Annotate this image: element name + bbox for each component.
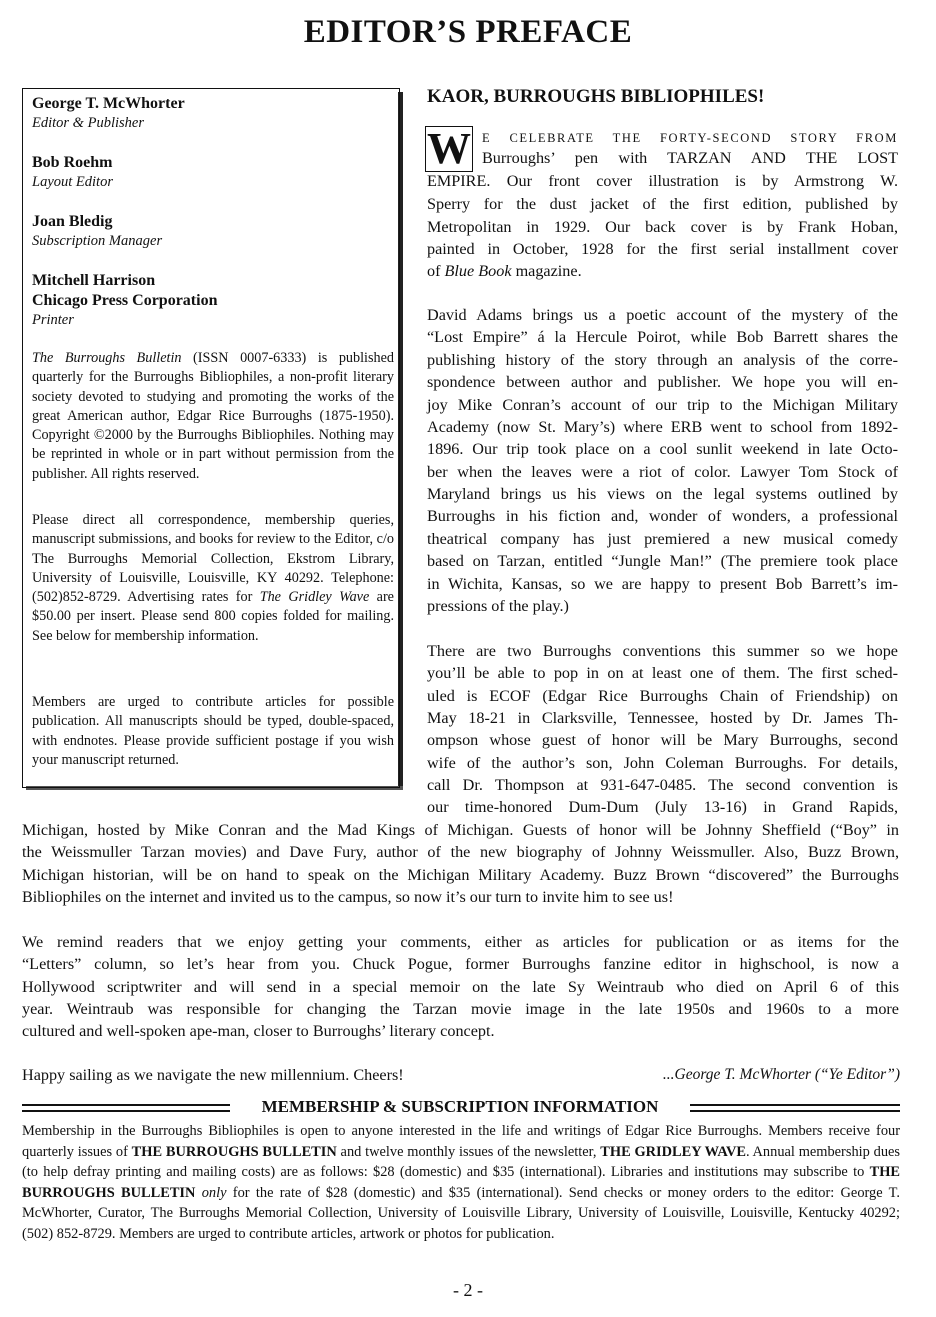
- article-line: There are two Burroughs conventions this summer so we hope: [427, 642, 898, 660]
- staff-name: George T. McWhorter: [32, 95, 185, 112]
- article-line: 1896. Our trip took place on a cool sunlit weekend in late Octo-: [427, 440, 898, 458]
- article-line: joy Mike Conran’s account of our trip to the Michigan Military: [427, 396, 898, 414]
- article-line: based on Tarzan, entitled “Jungle Man!” (The premiere took place: [427, 552, 898, 570]
- article-line: Burroughs in his fiction and, wonder of wonders, a professional: [427, 507, 898, 525]
- staff-role: Subscription Manager: [32, 233, 163, 249]
- article-line: Maryland brings us his views on the legal systems outlined by: [427, 485, 898, 503]
- article-line: Hollywood scriptwriter and will send in a special memoir on the late Sy Weintraub who died on April 6 of this: [22, 978, 899, 996]
- article-line: you’ll be able to pop in on at least one of them. The first sched-: [427, 664, 898, 682]
- article-line: the Weissmuller Tarzan movies) and Dave Fury, author of the new biography of Johnny Weissmuller. Also, Buzz Brown,: [22, 843, 899, 861]
- article-line: Metropolitan in 1929. Our back cover is by Frank Hoban,: [427, 218, 898, 236]
- article-line: “Letters” column, so let’s hear from you. Chuck Pogue, former Burroughs fanzine editor in highschool, is now a: [22, 955, 899, 973]
- staff-name: Bob Roehm: [32, 154, 113, 171]
- article-line: painted in October, 1928 for the first serial installment cover: [427, 240, 898, 258]
- article-line: E CELEBRATE THE FORTY-SECOND STORY FROM: [482, 131, 898, 145]
- double-rule-right: [690, 1104, 900, 1112]
- article-line: ber when the leaves were a riot of color. Lawyer Tom Stock of: [427, 463, 898, 481]
- article-line: uled is ECOF (Edgar Rice Burroughs Chain of Friendship) on: [427, 687, 898, 705]
- publication-notice: The Burroughs Bulletin (ISSN 0007-6333) is published quarterly for the Burroughs Bibliophiles, a non-profit literary society devoted to studying and promoting the works of the great American author, Edgar Rice Burroughs (1875-1950). Copyright ©2000 by the Burroughs Bibliophiles. Nothing may be reprinted in whole or in part without permission from the publisher. All rights reserved.: [32, 350, 395, 482]
- staff-role: Layout Editor: [32, 174, 113, 190]
- article-line: of Blue Book magazine.: [427, 262, 582, 280]
- correspondence-notice: Please direct all correspondence, membership queries, manuscript submissions, and books for review to the Editor, c/o The Burroughs Memorial Collection, Ekstrom Library, University of Louisville, Louisville, KY 40292. Telephone: (502)852-8729. Advertising rates for The Gridley Wave are $50.00 per insert. Please send 800 copies folded for mailing. See below for membership information.: [32, 512, 394, 644]
- article-line: We remind readers that we enjoy getting your comments, either as articles for publication or as items for the: [22, 933, 899, 951]
- editor-signature: ...George T. McWhorter (“Ye Editor”): [662, 1066, 900, 1083]
- closing-line: Happy sailing as we navigate the new millennium. Cheers!: [22, 1066, 404, 1084]
- publication-title: The Burroughs Bulletin: [32, 350, 182, 366]
- page-number: - 2 -: [453, 1280, 483, 1300]
- staff-company: Chicago Press Corporation: [32, 292, 218, 309]
- article-line: David Adams brings us a poetic account of the mystery of the: [427, 306, 898, 324]
- staff-role: Printer: [32, 312, 74, 328]
- article-line: Michigan historian, will be on hand to speak on the Michigan Military Academy. Buzz Brown “discovered” the Burroughs: [22, 866, 899, 884]
- article-line: year. Weintraub was responsible for changing the Tarzan movie image in the late 1950s and 1960s to a more: [22, 1000, 899, 1018]
- membership-heading: MEMBERSHIP & SUBSCRIPTION INFORMATION: [261, 1097, 659, 1116]
- article-line: Bibliophiles on the internet and invited us to the campus, so now it’s our turn to invite him to see us!: [22, 888, 674, 906]
- double-rule-left: [22, 1104, 230, 1112]
- staff-entry-layout: [32, 153, 394, 192]
- page-title: EDITOR’S PREFACE: [303, 14, 633, 50]
- manuscript-notice: Members are urged to contribute articles for possible publication. All manuscripts should be typed, double-spaced, with endnotes. Please provide sufficient postage if you wish your manuscript returned.: [32, 694, 394, 768]
- newsletter-title: The Gridley Wave: [259, 589, 370, 606]
- article-line: theatrical company has just premiered a new musical comedy: [427, 530, 898, 548]
- drop-cap: W: [427, 124, 471, 173]
- article-line: May 18-21 in Clarksville, Tennessee, hosted by Dr. James Th-: [427, 709, 898, 727]
- staff-entry-subscription: [32, 212, 394, 251]
- article-line: ompson whose guest of honor will be Mary Burroughs, second: [427, 731, 898, 749]
- article-line: in Wichita, Kansas, so we are happy to present Bob Barrett’s im-: [427, 575, 898, 593]
- article-line: spondence between author and publisher. We hope you will en-: [427, 373, 898, 391]
- article-line: pressions of the play.): [427, 597, 569, 615]
- staff-entry-printer: [32, 271, 394, 330]
- article-line: Academy (now St. Mary’s) where ERB went to school from 1892-: [427, 418, 898, 436]
- staff-name: Mitchell Harrison: [32, 272, 156, 289]
- article-line: EMPIRE. Our front cover illustration is by Armstrong W.: [427, 172, 898, 190]
- article-line: wife of the author’s son, John Coleman Burroughs. For details,: [427, 754, 898, 772]
- staff-entry-editor: [32, 94, 394, 133]
- article-line: cultured and well-spoken ape-man, closer to Burroughs’ literary concept.: [22, 1022, 495, 1040]
- staff-role: Editor & Publisher: [32, 115, 144, 131]
- magazine-title: Blue Book: [444, 262, 512, 280]
- article-line: Sperry for the dust jacket of the first edition, published by: [427, 195, 898, 213]
- article-line: Michigan, hosted by Mike Conran and the Mad Kings of Michigan. Guests of honor will be Johnny Sheffield (“Boy” in: [22, 821, 899, 839]
- membership-text: Membership in the Burroughs Bibliophiles is open to anyone interested in the life and writings of Edgar Rice Burroughs. Members receive four quarterly issues of THE BURROUGHS BULLETIN and twelve monthly issues of the newsletter, THE GRIDLEY WAVE. Annual membership dues (to help defray printing and mailing costs) are as follows: $28 (domestic) and $35 (international). Libraries and institutions may subscribe to THE BURROUGHS BULLETIN only for the rate of $28 (domestic) and $35 (international). Send checks or money orders to the editor: George T. McWhorter, Curator, The Burroughs Memorial Collection, University of Louisville Library, University of Louisville, Louisville, Kentucky 40292; (502) 852-8729. Members are urged to contribute articles, artwork or photos for publication.: [22, 1123, 900, 1242]
- article-line: Burroughs’ pen with TARZAN AND THE LOST: [482, 149, 898, 167]
- staff-name: Joan Bledig: [32, 213, 113, 230]
- article-line: publishing history of the story through an analysis of the corre-: [427, 351, 898, 369]
- article-line: our time-honored Dum-Dum (July 13-16) in Grand Rapids,: [427, 798, 898, 816]
- article-heading: KAOR, BURROUGHS BIBLIOPHILES!: [427, 86, 765, 107]
- article-line: call Dr. Thompson at 931-647-0485. The second convention is: [427, 776, 898, 794]
- article-line: “Lost Empire” á la Hercule Poirot, while Bob Barrett shares the: [427, 328, 898, 346]
